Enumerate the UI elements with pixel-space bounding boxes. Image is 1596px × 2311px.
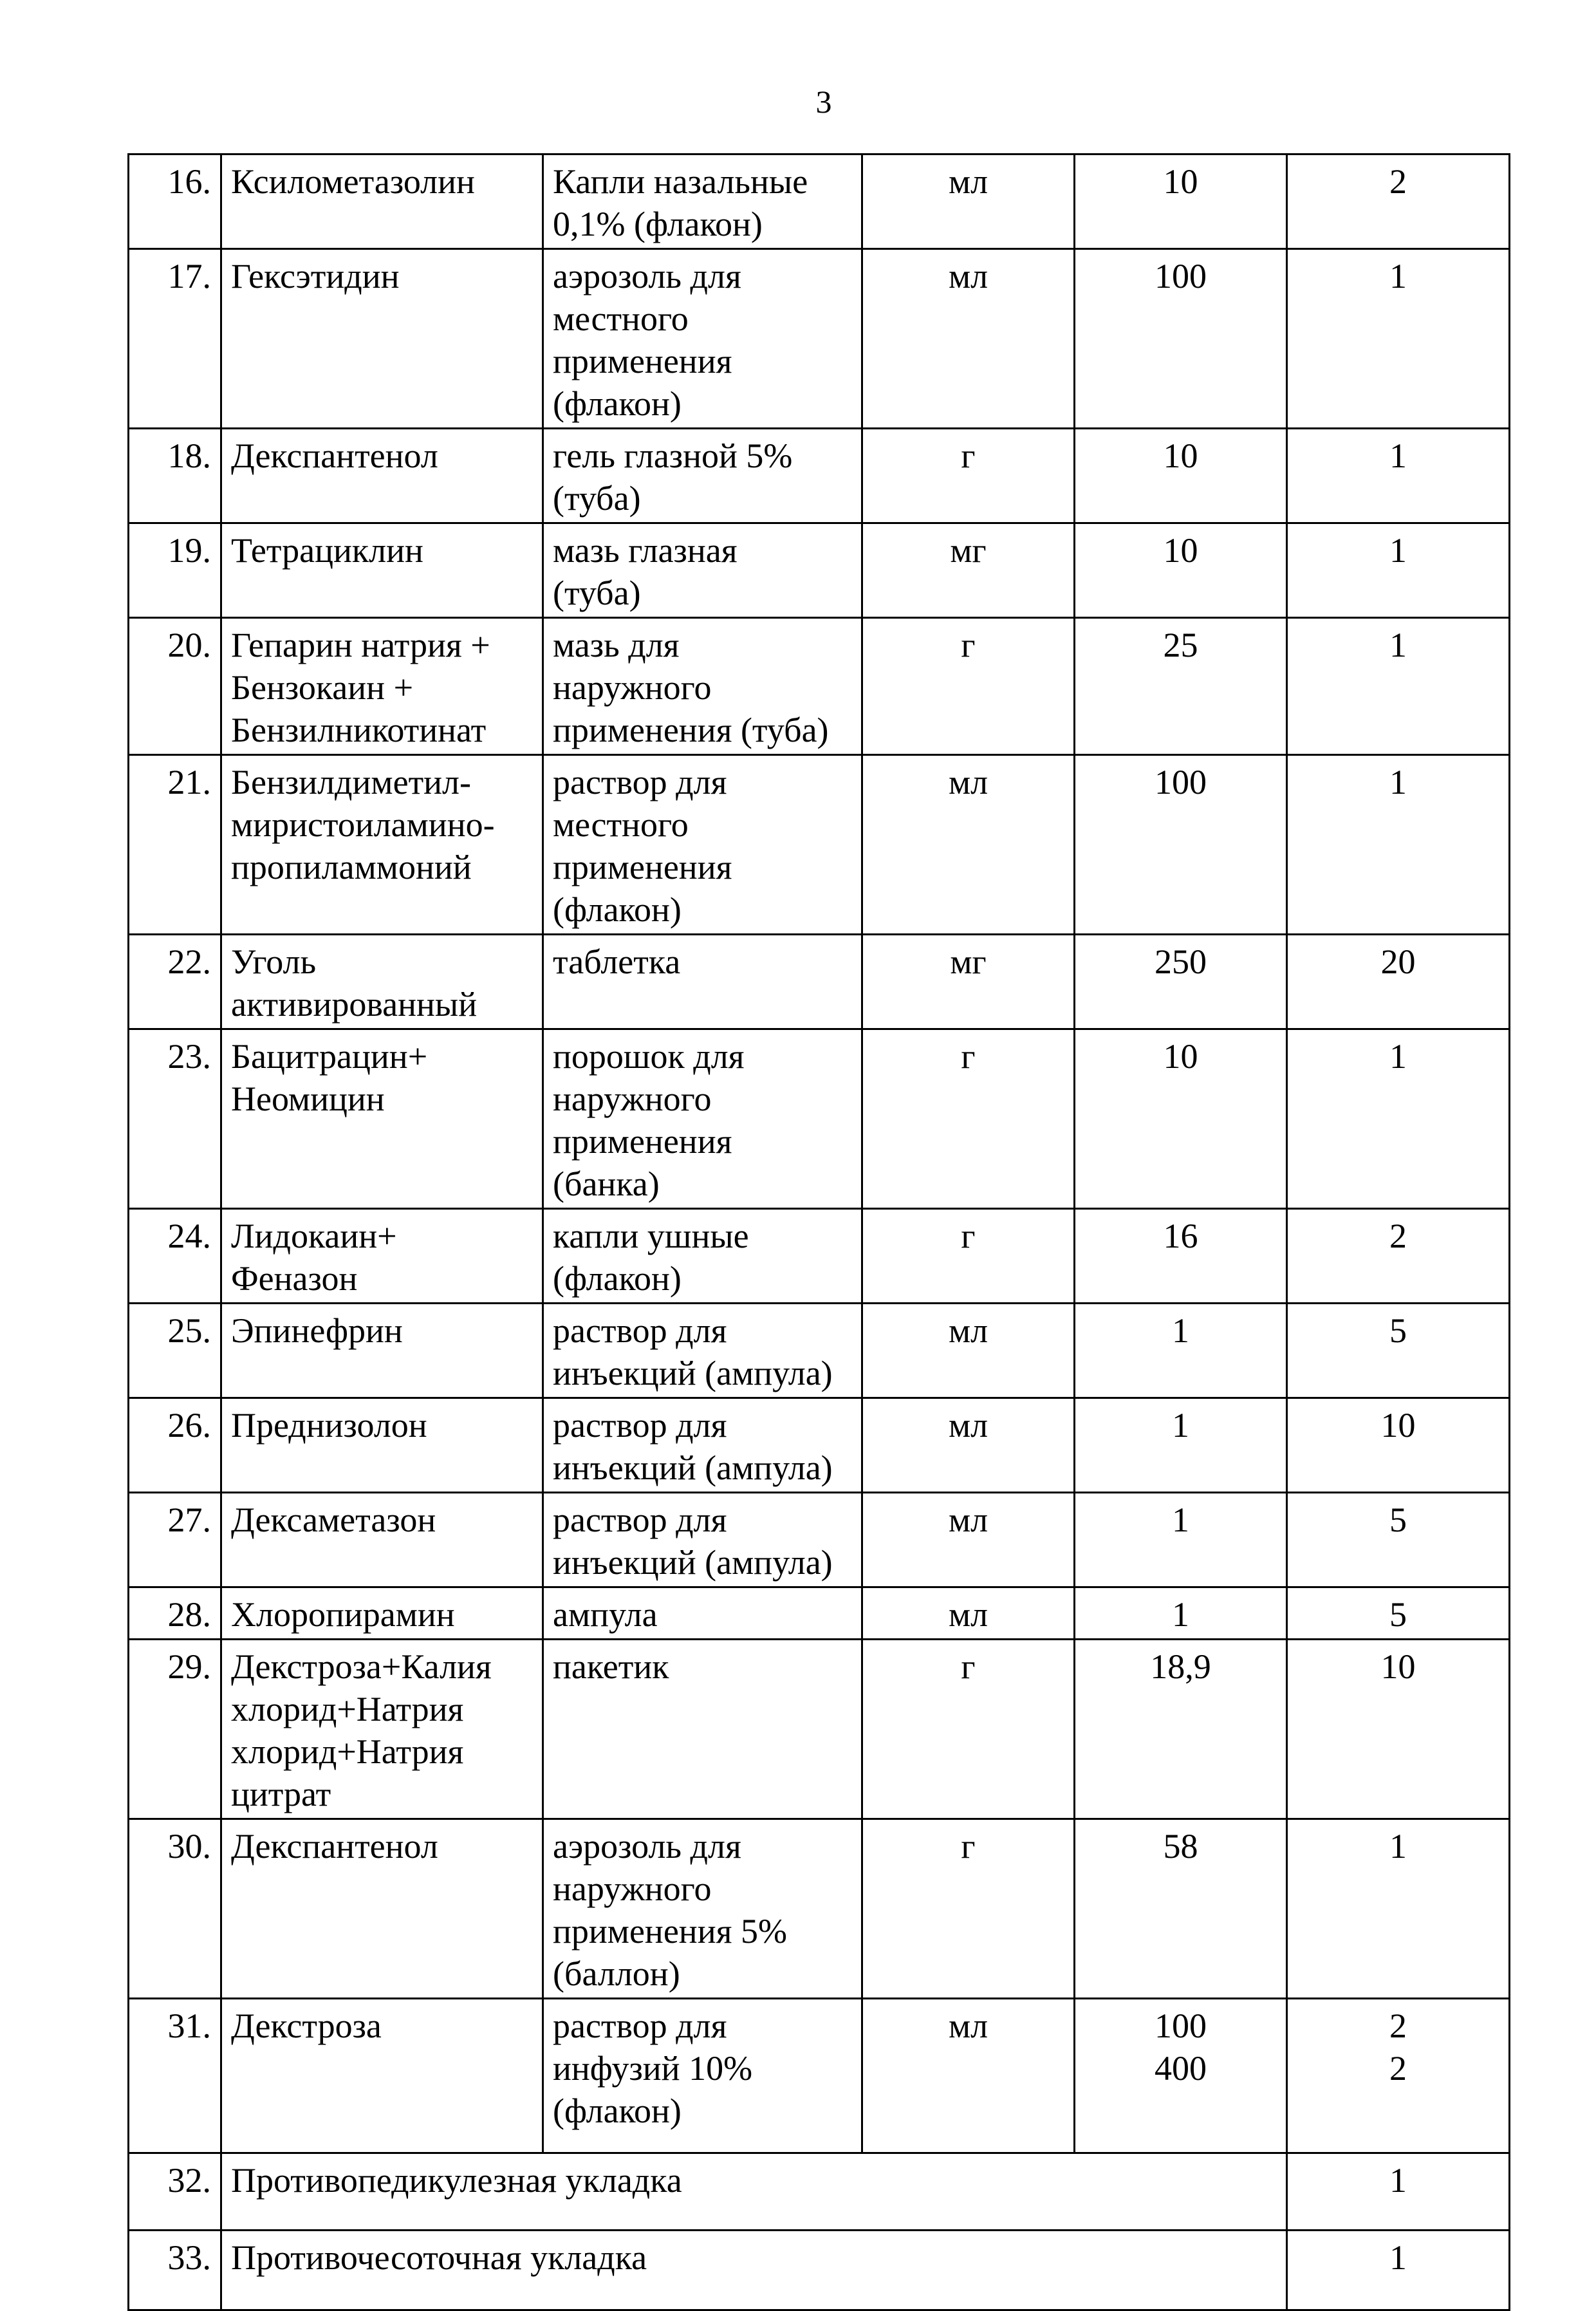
table-row [129, 249, 1510, 429]
dosage-form-line: раствор для [553, 763, 727, 801]
quantity-line: 1 [1389, 2161, 1407, 2200]
drug-name-line: цитрат [231, 1775, 331, 1813]
quantity [1287, 1999, 1510, 2153]
drug-name [221, 154, 543, 249]
quantity [1287, 1640, 1510, 1819]
dosage-form-line: аэрозоль для [553, 1827, 741, 1866]
row-number-line: 27. [167, 1501, 211, 1539]
dosage-form-line: (флакон) [553, 1259, 682, 1298]
dosage-form [543, 429, 862, 523]
dosage-form-line: (баллон) [553, 1954, 680, 1993]
quantity [1287, 1819, 1510, 1999]
dosage-form-line: раствор для [553, 2007, 727, 2045]
row-number-line: 32. [167, 2161, 211, 2200]
dosage-form [543, 1493, 862, 1587]
row-number-line: 31. [167, 2007, 211, 2045]
quantity-line: 2 [1389, 2049, 1407, 2088]
drug-name-line: хлорид+Натрия [231, 1690, 464, 1728]
unit-line: мл [948, 763, 988, 801]
table-row [129, 2231, 1510, 2310]
dosage [1075, 755, 1287, 935]
row-number-line: 23. [167, 1037, 211, 1076]
table-row [129, 1587, 1510, 1640]
dosage [1075, 1304, 1287, 1398]
dosage-form-line: мазь для [553, 626, 680, 664]
row-number [129, 755, 221, 935]
quantity-line: 1 [1389, 1037, 1407, 1076]
drug-name [221, 249, 543, 429]
dosage-form-line: применения [553, 848, 732, 886]
dosage-form-line: инъекций (ампула) [553, 1448, 833, 1487]
row-number-line: 18. [167, 436, 211, 475]
dosage-form-line: 0,1% (флакон) [553, 205, 763, 243]
dosage-form [543, 1029, 862, 1209]
dosage-line: 400 [1155, 2049, 1207, 2088]
medication-table [127, 153, 1510, 2311]
quantity [1287, 2231, 1510, 2310]
quantity [1287, 429, 1510, 523]
unit [862, 618, 1075, 755]
quantity-line: 5 [1389, 1501, 1407, 1539]
page-number: 3 [815, 84, 832, 120]
dosage [1075, 1398, 1287, 1493]
dosage-form [543, 1209, 862, 1304]
quantity-line: 1 [1389, 436, 1407, 475]
unit [862, 1398, 1075, 1493]
dosage-form-line: (туба) [553, 574, 641, 612]
drug-name [221, 1819, 543, 1999]
drug-name [221, 1640, 543, 1819]
dosage-form-line: (флакон) [553, 2091, 682, 2130]
dosage-form [543, 1398, 862, 1493]
unit [862, 1304, 1075, 1398]
dosage-line: 1 [1172, 1406, 1189, 1445]
dosage-line: 1 [1172, 1311, 1189, 1350]
quantity-line: 2 [1389, 1217, 1407, 1255]
quantity [1287, 154, 1510, 249]
drug-name-line: Хлоропирамин [231, 1595, 455, 1634]
kit-name [221, 2153, 1287, 2231]
quantity-line: 10 [1380, 1406, 1416, 1445]
quantity [1287, 935, 1510, 1029]
dosage-line: 10 [1163, 162, 1198, 201]
unit-line: мл [948, 1311, 988, 1350]
dosage-form-line: применения [553, 342, 732, 380]
drug-name-line: Неомицин [231, 1080, 385, 1118]
drug-name-line: Декспантенол [231, 1827, 438, 1866]
drug-name [221, 935, 543, 1029]
dosage [1075, 1209, 1287, 1304]
quantity-line: 1 [1389, 1827, 1407, 1866]
dosage-line: 1 [1172, 1501, 1189, 1539]
table-row [129, 2153, 1510, 2231]
table-row [129, 755, 1510, 935]
quantity [1287, 523, 1510, 618]
row-number [129, 249, 221, 429]
unit [862, 429, 1075, 523]
row-number [129, 1999, 221, 2153]
drug-name-line: Гексэтидин [231, 257, 400, 295]
dosage-form-line: гель глазной 5% [553, 436, 793, 475]
table-row [129, 429, 1510, 523]
drug-name [221, 523, 543, 618]
unit [862, 755, 1075, 935]
row-number [129, 523, 221, 618]
unit [862, 1640, 1075, 1819]
row-number [129, 1209, 221, 1304]
row-number [129, 429, 221, 523]
table-row [129, 1209, 1510, 1304]
unit-line: г [961, 1037, 976, 1076]
dosage [1075, 249, 1287, 429]
table-row [129, 1304, 1510, 1398]
dosage-form-line: аэрозоль для [553, 257, 741, 295]
dosage-line: 10 [1163, 531, 1198, 570]
drug-name-line: Декспантенол [231, 436, 438, 475]
dosage [1075, 523, 1287, 618]
quantity-line: 1 [1389, 257, 1407, 295]
dosage-form-line: мазь глазная [553, 531, 738, 570]
dosage-form [543, 755, 862, 935]
unit [862, 154, 1075, 249]
dosage [1075, 1999, 1287, 2153]
drug-name [221, 1209, 543, 1304]
dosage-form-line: раствор для [553, 1406, 727, 1445]
drug-name-line: Бацитрацин+ [231, 1037, 428, 1076]
quantity [1287, 1587, 1510, 1640]
drug-name-line: Тетрациклин [231, 531, 423, 570]
drug-name [221, 755, 543, 935]
kit-name-line: Противопедикулезная укладка [231, 2161, 682, 2200]
unit [862, 1493, 1075, 1587]
quantity [1287, 755, 1510, 935]
row-number [129, 1640, 221, 1819]
unit [862, 249, 1075, 429]
drug-name [221, 1304, 543, 1398]
row-number-line: 26. [167, 1406, 211, 1445]
row-number-line: 19. [167, 531, 211, 570]
drug-name [221, 1029, 543, 1209]
kit-name-line: Противочесоточная укладка [231, 2238, 647, 2277]
row-number-line: 25. [167, 1311, 211, 1350]
drug-name-line: Бензилдиметил- [231, 763, 471, 801]
dosage [1075, 1640, 1287, 1819]
dosage [1075, 618, 1287, 755]
dosage-form-line: применения [553, 1122, 732, 1161]
quantity [1287, 1304, 1510, 1398]
row-number-line: 30. [167, 1827, 211, 1866]
dosage-form-line: применения 5% [553, 1912, 787, 1951]
dosage-form-line: инфузий 10% [553, 2049, 753, 2088]
table-row [129, 154, 1510, 249]
dosage-form-line: наружного [553, 1080, 712, 1118]
dosage-line: 16 [1163, 1217, 1198, 1255]
unit-line: мг [950, 531, 987, 570]
row-number [129, 1304, 221, 1398]
row-number [129, 1029, 221, 1209]
table-row [129, 1493, 1510, 1587]
quantity-line: 1 [1389, 531, 1407, 570]
dosage-form [543, 1640, 862, 1819]
table-row [129, 618, 1510, 755]
dosage-line: 250 [1155, 942, 1207, 981]
unit-line: мл [948, 1501, 988, 1539]
unit-line: г [961, 436, 976, 475]
dosage-line: 100 [1155, 257, 1207, 295]
drug-name-line: Преднизолон [231, 1406, 427, 1445]
dosage-form-line: (туба) [553, 479, 641, 518]
dosage-form-line: (флакон) [553, 890, 682, 929]
table-row [129, 1029, 1510, 1209]
drug-name [221, 618, 543, 755]
drug-name-line: активированный [231, 985, 478, 1024]
row-number-line: 17. [167, 257, 211, 295]
dosage [1075, 154, 1287, 249]
dosage-form-line: капли ушные [553, 1217, 749, 1255]
unit-line: мл [948, 257, 988, 295]
unit [862, 1819, 1075, 1999]
unit [862, 1999, 1075, 2153]
drug-name-line: миристоиламино- [231, 805, 495, 844]
dosage-form-line: (банка) [553, 1165, 660, 1203]
quantity-line: 5 [1389, 1311, 1407, 1350]
drug-name-line: хлорид+Натрия [231, 1732, 464, 1771]
quantity [1287, 2153, 1510, 2231]
quantity [1287, 1398, 1510, 1493]
drug-name-line: пропиламмоний [231, 848, 472, 886]
drug-name [221, 1493, 543, 1587]
dosage-form-line: таблетка [553, 942, 681, 981]
dosage [1075, 1819, 1287, 1999]
dosage-line: 100 [1155, 763, 1207, 801]
drug-name-line: Эпинефрин [231, 1311, 403, 1350]
dosage-form [543, 1304, 862, 1398]
dosage-form [543, 523, 862, 618]
row-number [129, 1398, 221, 1493]
dosage-form-line: применения (туба) [553, 711, 829, 749]
dosage-form [543, 249, 862, 429]
row-number [129, 935, 221, 1029]
drug-name-line: Декстроза [231, 2007, 382, 2045]
row-number [129, 1819, 221, 1999]
drug-name-line: Дексаметазон [231, 1501, 436, 1539]
row-number [129, 154, 221, 249]
dosage-form-line: раствор для [553, 1501, 727, 1539]
table-row [129, 1999, 1510, 2153]
quantity-line: 1 [1389, 626, 1407, 664]
row-number-line: 22. [167, 942, 211, 981]
table-row [129, 935, 1510, 1029]
unit [862, 523, 1075, 618]
unit-line: мл [948, 1595, 988, 1634]
quantity [1287, 618, 1510, 755]
row-number [129, 2153, 221, 2231]
quantity-line: 2 [1389, 162, 1407, 201]
table-row [129, 1819, 1510, 1999]
dosage-form-line: инъекций (ампула) [553, 1354, 833, 1392]
dosage-line: 10 [1163, 1037, 1198, 1076]
dosage-form [543, 618, 862, 755]
dosage-form-line: (флакон) [553, 384, 682, 423]
quantity-line: 5 [1389, 1595, 1407, 1634]
unit-line: мл [948, 162, 988, 201]
dosage-form [543, 154, 862, 249]
dosage-line: 10 [1163, 436, 1198, 475]
unit-line: г [961, 1217, 976, 1255]
drug-name [221, 1398, 543, 1493]
unit-line: мл [948, 2007, 988, 2045]
dosage-form-line: наружного [553, 668, 712, 707]
dosage-form-line: порошок для [553, 1037, 745, 1076]
table-row [129, 1640, 1510, 1819]
quantity [1287, 1209, 1510, 1304]
drug-name-line: Бензилникотинат [231, 711, 487, 749]
unit [862, 935, 1075, 1029]
dosage-form [543, 935, 862, 1029]
dosage-form-line: раствор для [553, 1311, 727, 1350]
drug-name [221, 429, 543, 523]
row-number [129, 1587, 221, 1640]
dosage-form-line: наружного [553, 1869, 712, 1908]
dosage [1075, 1029, 1287, 1209]
quantity-line: 20 [1380, 942, 1416, 981]
dosage-line: 25 [1163, 626, 1198, 664]
drug-name-line: Ксилометазолин [231, 162, 475, 201]
dosage-line: 58 [1163, 1827, 1198, 1866]
drug-name [221, 1999, 543, 2153]
row-number [129, 1493, 221, 1587]
dosage-form-line: Капли назальные [553, 162, 808, 201]
drug-name-line: Декстроза+Калия [231, 1647, 492, 1686]
table-body [129, 154, 1510, 2310]
row-number-line: 24. [167, 1217, 211, 1255]
dosage-form [543, 1587, 862, 1640]
dosage [1075, 1493, 1287, 1587]
drug-name-line: Уголь [231, 942, 317, 981]
row-number [129, 2231, 221, 2310]
dosage [1075, 429, 1287, 523]
row-number-line: 28. [167, 1595, 211, 1634]
unit-line: г [961, 626, 976, 664]
row-number-line: 21. [167, 763, 211, 801]
unit-line: мг [950, 942, 987, 981]
kit-name [221, 2231, 1287, 2310]
quantity [1287, 249, 1510, 429]
row-number-line: 20. [167, 626, 211, 664]
dosage [1075, 1587, 1287, 1640]
quantity-line: 1 [1389, 2238, 1407, 2277]
quantity-line: 10 [1380, 1647, 1416, 1686]
dosage-form-line: инъекций (ампула) [553, 1543, 833, 1582]
unit [862, 1029, 1075, 1209]
unit-line: мл [948, 1406, 988, 1445]
drug-name-line: Феназон [231, 1259, 358, 1298]
quantity-line: 1 [1389, 763, 1407, 801]
unit-line: г [961, 1827, 976, 1866]
row-number [129, 618, 221, 755]
dosage-form-line: пакетик [553, 1647, 669, 1686]
dosage-line: 18,9 [1150, 1647, 1211, 1686]
quantity-line: 2 [1389, 2007, 1407, 2045]
dosage-form-line: местного [553, 299, 689, 338]
drug-name-line: Бензокаин + [231, 668, 414, 707]
unit [862, 1587, 1075, 1640]
row-number-line: 16. [167, 162, 211, 201]
quantity [1287, 1029, 1510, 1209]
unit [862, 1209, 1075, 1304]
dosage-line: 100 [1155, 2007, 1207, 2045]
table-row [129, 523, 1510, 618]
table-row [129, 1398, 1510, 1493]
row-number-line: 29. [167, 1647, 211, 1686]
quantity [1287, 1493, 1510, 1587]
dosage-form [543, 1999, 862, 2153]
drug-name-line: Гепарин натрия + [231, 626, 490, 664]
dosage-line: 1 [1172, 1595, 1189, 1634]
row-number-line: 33. [167, 2238, 211, 2277]
dosage-form-line: местного [553, 805, 689, 844]
drug-name [221, 1587, 543, 1640]
unit-line: г [961, 1647, 976, 1686]
dosage-form [543, 1819, 862, 1999]
drug-name-line: Лидокаин+ [231, 1217, 397, 1255]
dosage [1075, 935, 1287, 1029]
dosage-form-line: ампула [553, 1595, 658, 1634]
